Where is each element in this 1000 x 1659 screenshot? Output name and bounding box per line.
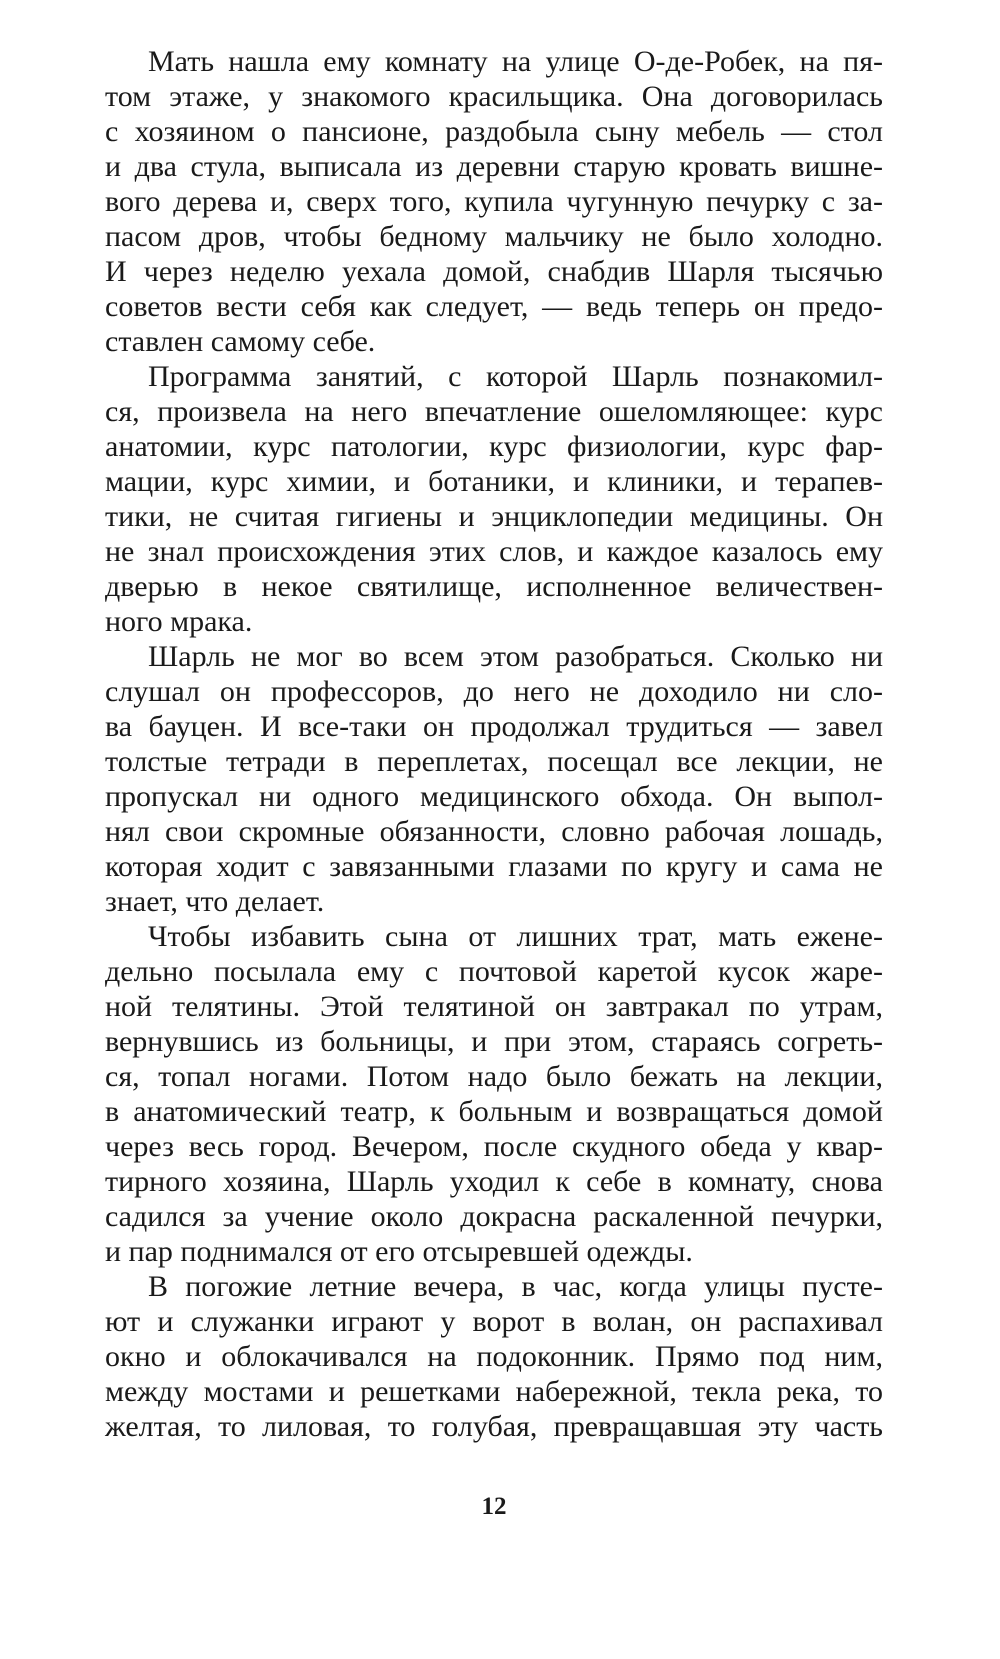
text-line: садился за учение около докрасна раскаленной печурки, — [105, 1200, 883, 1233]
text-line: не знал происхождения этих слов, и каждое казалось ему — [105, 535, 883, 568]
text-line: тики, не считая гигиены и энциклопедии медицины. Он — [105, 500, 883, 533]
text-line: в анатомический театр, к больным и возвращаться домой — [105, 1095, 883, 1128]
text-line: ся, топал ногами. Потом надо было бежать на лекции, — [105, 1060, 883, 1093]
text-line: ют и служанки играют у ворот в волан, он распахивал — [105, 1305, 883, 1338]
text-line: ва бауцен. И все-таки он продолжал трудиться — завел — [105, 710, 883, 743]
text-line: и два стула, выписала из деревни старую кровать вишне- — [105, 150, 883, 183]
text-line: ного мрака. — [105, 605, 253, 638]
text-line: желтая, то лиловая, то голубая, превращавшая эту часть — [105, 1410, 883, 1443]
text-line: В погожие летние вечера, в час, когда улицы пусте- — [148, 1270, 883, 1303]
page-number: 12 — [481, 1493, 507, 1520]
text-line: советов вести себя как следует, — ведь теперь он предо- — [105, 290, 883, 323]
paragraph-2 — [105, 359, 883, 639]
text-line: дельно посылала ему с почтовой каретой кусок жаре- — [105, 955, 883, 988]
text-line: толстые тетради в переплетах, посещал все лекции, не — [105, 745, 883, 778]
paragraph-3 — [105, 639, 883, 919]
text-line: между мостами и решетками набережной, текла река, то — [105, 1375, 883, 1408]
text-line: мации, курс химии, и ботаники, и клиники, и терапев- — [105, 465, 883, 498]
text-line: дверью в некое святилище, исполненное величествен- — [105, 570, 883, 603]
text-line: ставлен самому себе. — [105, 325, 376, 358]
text-line: окно и облокачивался на подоконник. Прямо под ним, — [105, 1340, 883, 1373]
paragraph-1 — [105, 44, 883, 359]
text-line: вернувшись из больницы, и при этом, стараясь согреть- — [105, 1025, 883, 1058]
text-line: и пар поднимался от его отсыревшей одежды. — [105, 1235, 693, 1268]
text-line: знает, что делает. — [105, 885, 325, 918]
text-line: нял свои скромные обязанности, словно рабочая лошадь, — [105, 815, 883, 848]
text-line: том этаже, у знакомого красильщика. Она договорилась — [105, 80, 883, 113]
paragraph-5 — [105, 1269, 883, 1444]
text-line: через весь город. Вечером, после скудного обеда у квар- — [105, 1130, 883, 1163]
text-line: пропускал ни одного медицинского обхода. Он выпол- — [105, 780, 883, 813]
text-line: ся, произвела на него впечатление ошеломляющее: курс — [105, 395, 883, 428]
text-line: ной телятины. Этой телятиной он завтракал по утрам, — [105, 990, 883, 1023]
text-line: Программа занятий, с которой Шарль познакомил- — [148, 360, 883, 393]
text-line: тирного хозяина, Шарль уходил к себе в комнату, снова — [105, 1165, 883, 1198]
text-line: Шарль не мог во всем этом разобраться. Сколько ни — [148, 640, 883, 673]
text-line: Чтобы избавить сына от лишних трат, мать еженe- — [148, 920, 883, 953]
text-line: вого дерева и, сверх того, купила чугунную печурку с за- — [105, 185, 883, 218]
text-line: анатомии, курс патологии, курс физиологии, курс фар- — [105, 430, 883, 463]
text-line: с хозяином о пансионе, раздобыла сыну мебель — стол — [105, 115, 883, 148]
text-line: Мать нашла ему комнату на улице О-де-Робек, на пя- — [148, 45, 883, 78]
text-line: И через неделю уехала домой, снабдив Шарля тысячью — [105, 255, 883, 288]
text-line: пасом дров, чтобы бедному мальчику не было холодно. — [105, 220, 883, 253]
text-line: слушал он профессоров, до него не доходило ни сло- — [105, 675, 883, 708]
paragraph-4 — [105, 919, 883, 1269]
page-text — [105, 44, 883, 1444]
text-line: которая ходит с завязанными глазами по кругу и сама не — [105, 850, 883, 883]
